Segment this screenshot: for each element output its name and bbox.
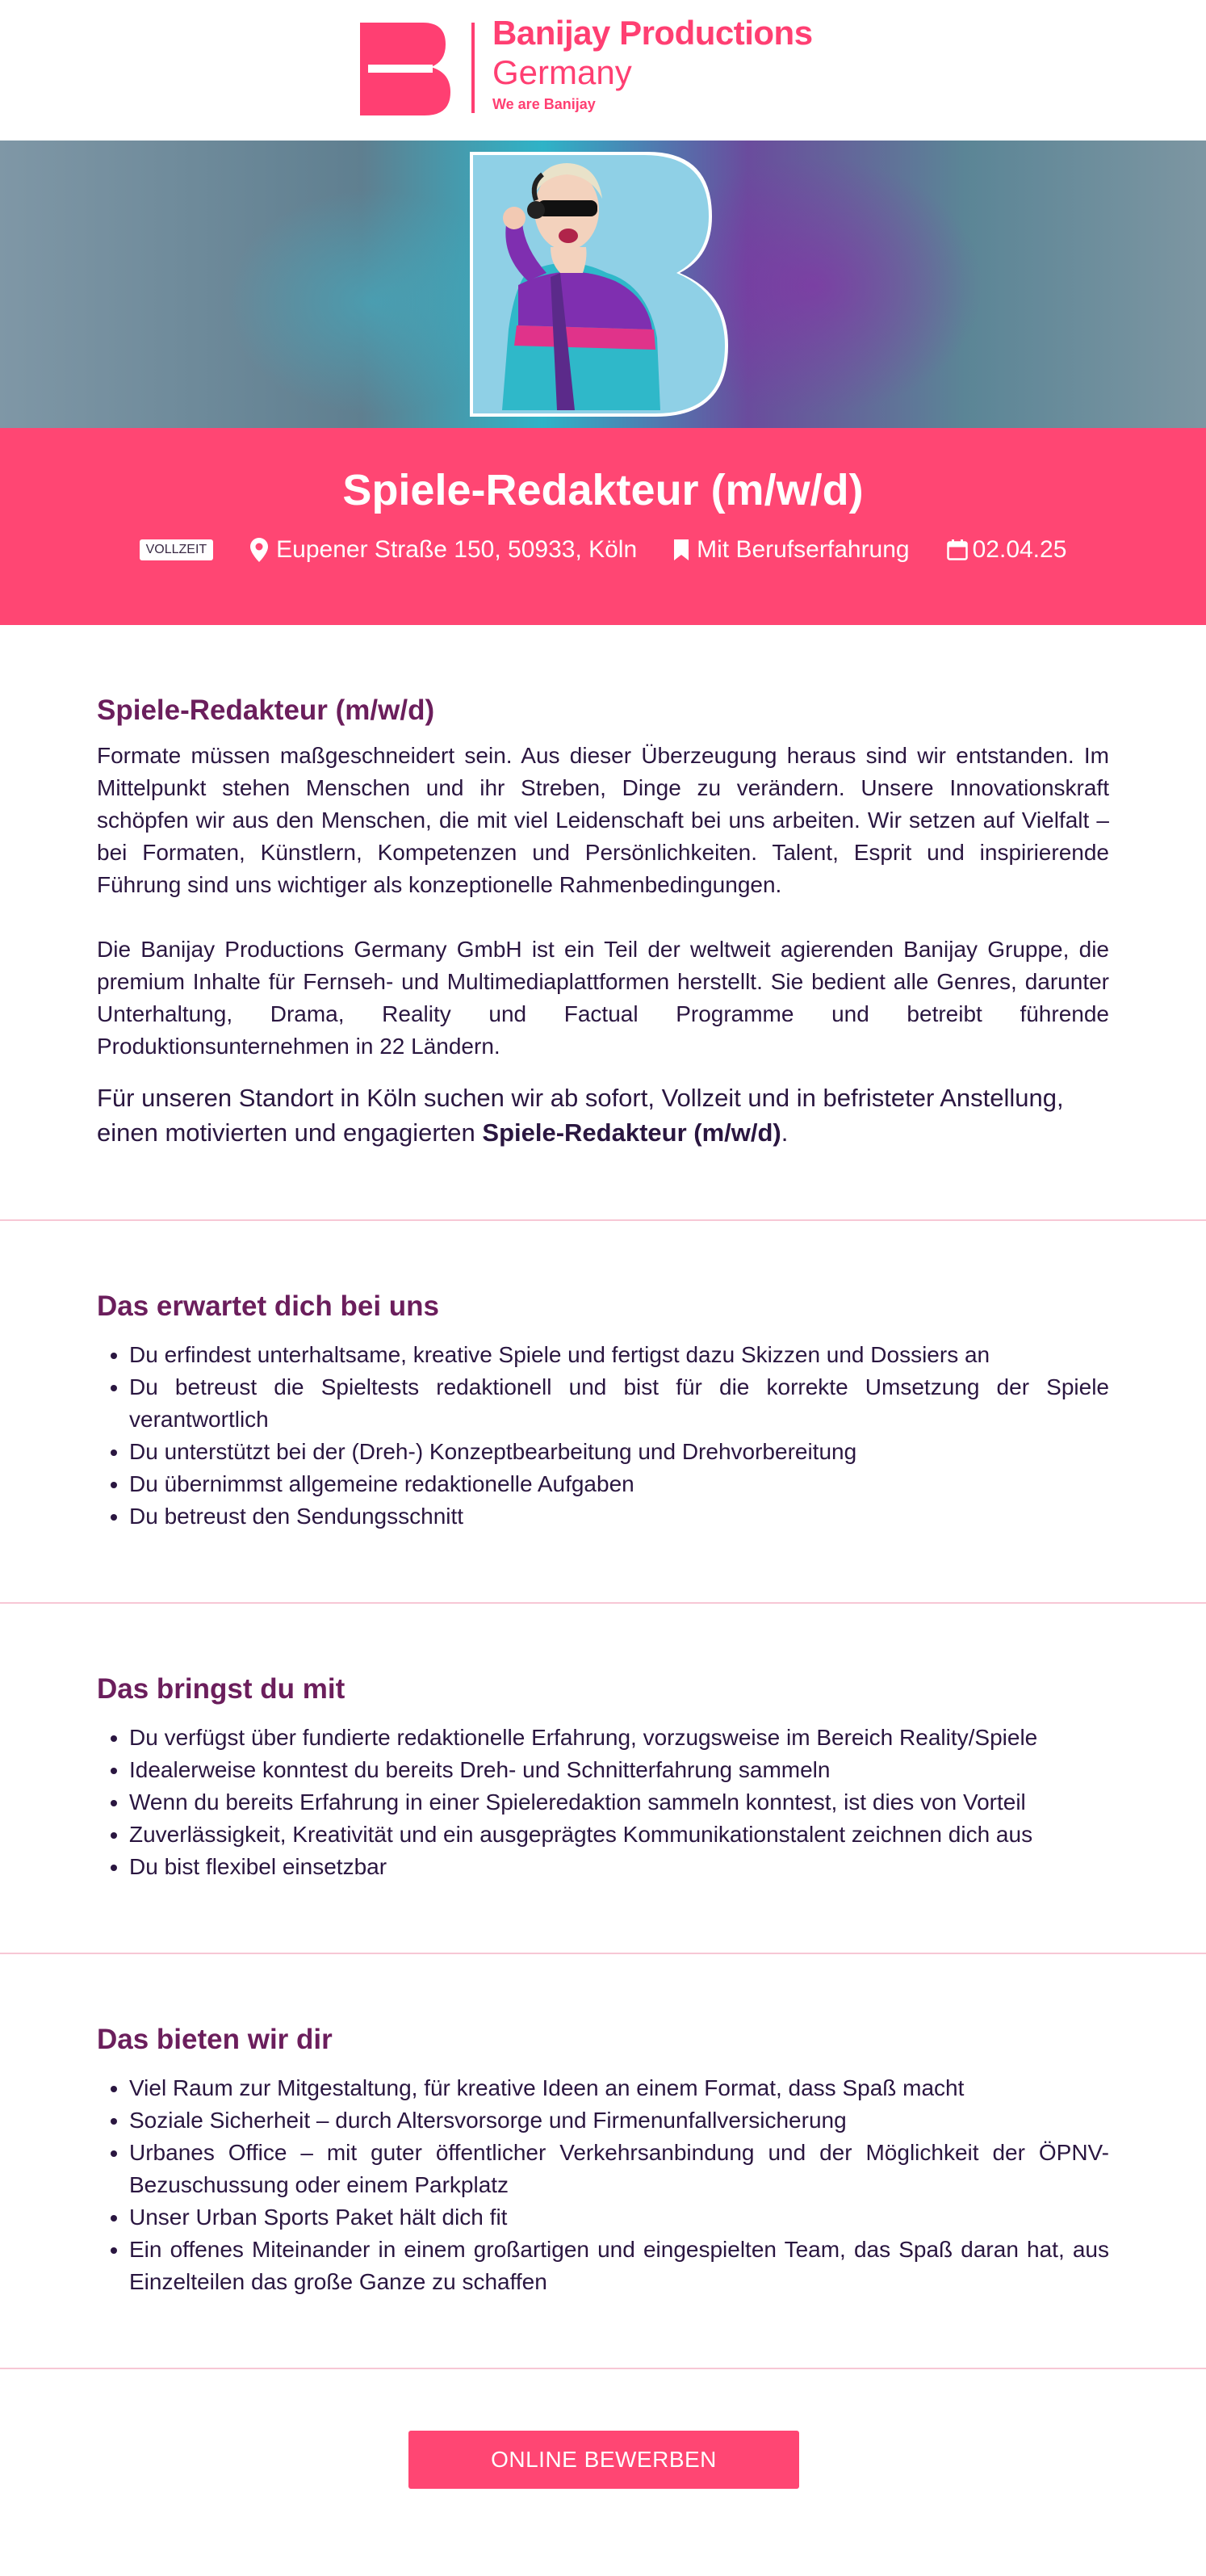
job-meta [0, 536, 1206, 564]
job-title: Spiele-Redakteur (m/w/d) [342, 466, 864, 514]
tasks-list [97, 1339, 1109, 1533]
list-item: • Du bist flexibel einsetzbar [129, 1851, 1109, 1883]
list-item: • Viel Raum zur Mitgestaltung, für kreative Ideen an einem Format, dass Spaß macht [129, 2072, 1109, 2104]
intro-lead-suffix: . [781, 1118, 789, 1147]
list-item: • Zuverlässigkeit, Kreativität und ein ausgeprägtes Kommunikationstalent zeichnen dich aus [129, 1819, 1109, 1851]
intro-paragraph-2: Die Banijay Productions Germany GmbH ist ein Teil der weltweit agierenden Banijay Gruppe, die premium Inhalte für Fernseh- und Multimediaplattformen herstellt. Sie bedient alle Genres, darunter Unterhaltung, Drama, Reality und Factual Programme und betreibt führende Produktionsunternehmen in 22 Ländern. [97, 937, 1109, 1059]
brand-subname: Germany [492, 53, 632, 91]
benefits-heading: Das bieten wir dir [97, 2024, 333, 2055]
apply-footer [0, 2369, 1206, 2528]
list-item: • Unser Urban Sports Paket hält dich fit [129, 2201, 1109, 2234]
intro-heading: Spiele-Redakteur (m/w/d) [97, 694, 435, 726]
hero-image [0, 141, 1206, 428]
profile-list [97, 1722, 1109, 1883]
employment-type-badge: VOLLZEIT [140, 539, 214, 560]
job-experience [674, 536, 909, 564]
intro-lead-prefix: Für unseren Standort in Köln suchen wir ab sofort, Vollzeit und in befristeter Anstellung, einen motivierten und engagierten [97, 1084, 1064, 1147]
benefits-list [97, 2072, 1109, 2298]
logo-divider [471, 23, 475, 113]
brand-wordmark [492, 13, 813, 115]
job-title-banner [0, 428, 1206, 625]
job-description [0, 625, 1206, 2369]
list-item: • Du übernimmst allgemeine redaktionelle Aufgaben [129, 1468, 1109, 1500]
list-item: • Urbanes Office – mit guter öffentlicher Verkehrsanbindung und der Möglichkeit der ÖPNV-Bezuschussung oder einem Parkplatz [129, 2137, 1109, 2201]
list-item: • Du betreust die Spieltests redaktionell und bist für die korrekte Umsetzung der Spiele verantwortlich [129, 1371, 1109, 1436]
tasks-heading: Das erwartet dich bei uns [97, 1290, 440, 1322]
list-item: • Du unterstützt bei der (Dreh-) Konzeptbearbeitung und Drehvorbereitung [129, 1436, 1109, 1468]
job-date-text: 02.04.25 [972, 536, 1067, 563]
site-header [0, 0, 1206, 141]
calendar-icon [947, 539, 968, 560]
bookmark-icon [674, 539, 689, 560]
intro-lead [97, 1080, 1109, 1150]
banijay-b-logo-icon[interactable] [360, 23, 450, 115]
list-item: • Du betreust den Sendungsschnitt [129, 1500, 1109, 1533]
benefits-section [0, 1954, 1206, 2369]
job-location [250, 536, 637, 564]
intro-paragraph-1: Formate müssen maßgeschneidert sein. Aus dieser Überzeugung heraus sind wir entstanden. Im Mittelpunkt stehen Menschen und ihr Streben, Dinge zu verändern. Unsere Innovationskraft schöpfen wir aus den Menschen, die mit viel Leidenschaft bei uns arbeiten. Wir setzen auf Vielfalt – bei Formaten, Künstlern, Kompetenzen und Persönlichkeiten. Talent, Esprit und inspirierende Führung sind uns wichtiger als konzeptionelle Rahmenbedingungen. [97, 743, 1109, 897]
list-item: • Du erfindest unterhaltsame, kreative Spiele und fertigst dazu Skizzen und Dossiers an [129, 1339, 1109, 1371]
profile-heading: Das bringst du mit [97, 1673, 345, 1705]
list-item: • Wenn du bereits Erfahrung in einer Spieleredaktion sammeln konntest, ist dies von Vorteil [129, 1786, 1109, 1819]
brand-name: Banijay Productions [492, 14, 813, 52]
job-experience-text: Mit Berufserfahrung [697, 536, 910, 563]
apply-online-button[interactable]: ONLINE BEWERBEN [408, 2431, 799, 2489]
list-item: • Ein offenes Miteinander in einem großartigen und eingespielten Team, das Spaß daran hat, aus Einzelteilen das große Ganze zu schaffen [129, 2234, 1109, 2298]
profile-section [0, 1604, 1206, 1954]
map-pin-icon [250, 538, 268, 562]
job-location-text: Eupener Straße 150, 50933, Köln [276, 536, 638, 563]
list-item: • Soziale Sicherheit – durch Altersvorsorge und Firmenunfallversicherung [129, 2104, 1109, 2137]
intro-section [0, 625, 1206, 1221]
intro-lead-bold: Spiele-Redakteur (m/w/d) [482, 1118, 781, 1147]
tasks-section [0, 1221, 1206, 1604]
list-item: • Du verfügst über fundierte redaktionelle Erfahrung, vorzugsweise im Bereich Reality/Spiele [129, 1722, 1109, 1754]
brand-tagline: We are Banijay [492, 96, 596, 112]
job-date [947, 536, 1067, 564]
hero-person-photo [470, 152, 735, 417]
list-item: • Idealerweise konntest du bereits Dreh- und Schnitterfahrung sammeln [129, 1754, 1109, 1786]
